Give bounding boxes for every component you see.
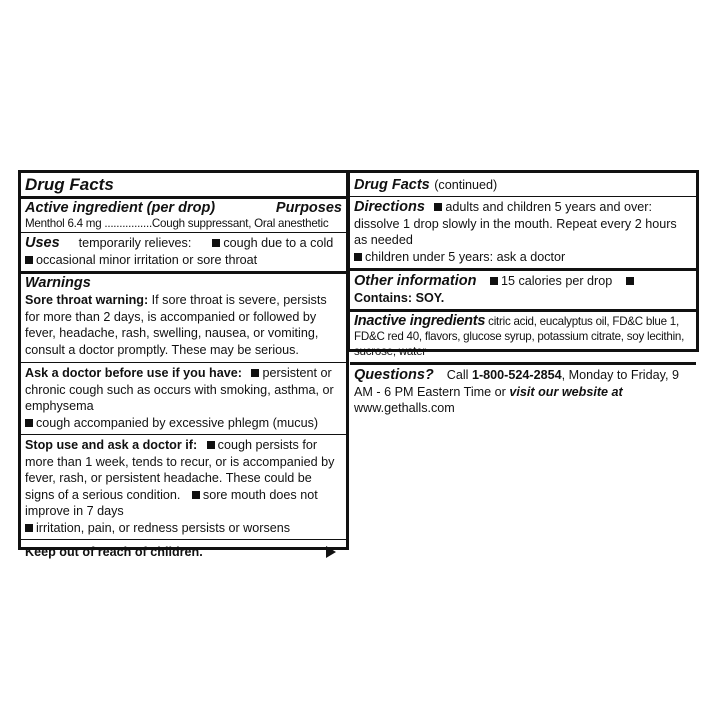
directions-item: adults and children 5 years and over: dissolve 1 drop slowly in the mouth. Repeat every 2 hours as needed [354, 200, 677, 247]
inactive-ingredients-heading: Inactive ingredients [354, 313, 486, 329]
active-ingredient-heading: Active ingredient (per drop) [25, 200, 216, 216]
questions-section [354, 365, 692, 419]
continue-arrow-icon [326, 546, 336, 558]
uses-heading: Uses [25, 235, 60, 251]
active-ingredient-line: Menthol 6.4 mg ................Cough suppressant, Oral anesthetic [25, 217, 329, 230]
uses-intro: temporarily relieves: [78, 236, 192, 250]
bullet-square-icon [25, 256, 33, 264]
questions-call: Call [446, 368, 469, 382]
bullet-square-icon [25, 419, 33, 427]
bullet-square-icon [490, 277, 498, 285]
bullet-square-icon [25, 524, 33, 532]
inactive-ingredients-section [354, 312, 692, 361]
drug-facts-panel-left [18, 170, 349, 559]
directions-item: children under 5 years: ask a doctor [365, 249, 566, 264]
keep-out-row [25, 540, 342, 561]
drug-facts-title: Drug Facts [25, 175, 114, 194]
bullet-square-icon [192, 491, 200, 499]
website-link[interactable]: www.gethalls.com [354, 401, 455, 415]
bullet-square-icon [434, 203, 442, 211]
contains-soy: Contains: SOY. [354, 290, 445, 305]
sore-throat-text: If sore throat is severe, persists for more than 2 days, is accompanied or followed by fever, headache, rash, swelling, nausea, or vomiting, consult a doctor promptly. These may be serious. [25, 293, 327, 357]
bullet-square-icon [207, 441, 215, 449]
drug-facts-panel-right [347, 170, 699, 415]
stop-use-section [25, 435, 342, 538]
stop-use-item: sore mouth does not improve in 7 days [25, 487, 318, 518]
active-ingredient-header [25, 200, 342, 216]
directions-heading: Directions [354, 199, 425, 215]
ask-doctor-label: Ask a doctor before use if you have: [25, 366, 242, 380]
stop-use-label: Stop use and ask a doctor if: [25, 438, 198, 452]
stop-use-item: cough persists for more than 1 week, tends to recur, or is accompanied by fever, rash, or persistent headache. These could be signs of a serious condition. [25, 438, 335, 502]
warnings-heading: Warnings [25, 275, 91, 291]
other-information-section [354, 271, 692, 308]
ask-doctor-section [25, 363, 342, 433]
drug-facts-title: Drug Facts [354, 177, 430, 193]
sore-throat-label: Sore throat warning: [25, 293, 149, 307]
other-information-item: 15 calories per drop [500, 274, 613, 288]
bullet-square-icon [354, 253, 362, 261]
keep-out-text: Keep out of reach of children. [25, 545, 203, 559]
drug-facts-continued-title [354, 175, 692, 195]
bullet-square-icon [212, 239, 220, 247]
ask-doctor-item: cough accompanied by excessive phlegm (mucus) [36, 415, 319, 430]
website-label: visit our website at [509, 384, 623, 399]
bullet-square-icon [251, 369, 259, 377]
questions-hours: , Monday to Friday, 9 AM - 6 PM Eastern Time or [354, 368, 679, 399]
stop-use-item: irritation, pain, or redness persists or worsens [36, 520, 291, 535]
uses-item: occasional minor irritation or sore throat [36, 252, 258, 267]
divider [21, 196, 346, 199]
phone-number: 1-800-524-2854 [471, 368, 562, 382]
bullet-square-icon [626, 277, 634, 285]
uses-item: cough due to a cold [223, 236, 334, 250]
questions-heading: Questions? [354, 367, 434, 383]
continued-label: (continued) [434, 178, 498, 192]
ask-doctor-item: persistent or chronic cough such as occurs with smoking, asthma, or emphysema [25, 366, 334, 413]
directions-section [354, 197, 692, 267]
uses-section [25, 233, 342, 270]
sore-throat-warning [25, 292, 342, 361]
purposes-heading: Purposes [275, 200, 342, 216]
other-information-heading: Other information [354, 273, 477, 289]
inactive-ingredients-text: citric acid, eucalyptus oil, FD&C blue 1, FD&C red 40, flavors, glucose syrup, potassium citrate, soy lecithin, sucrose, water [354, 315, 685, 358]
